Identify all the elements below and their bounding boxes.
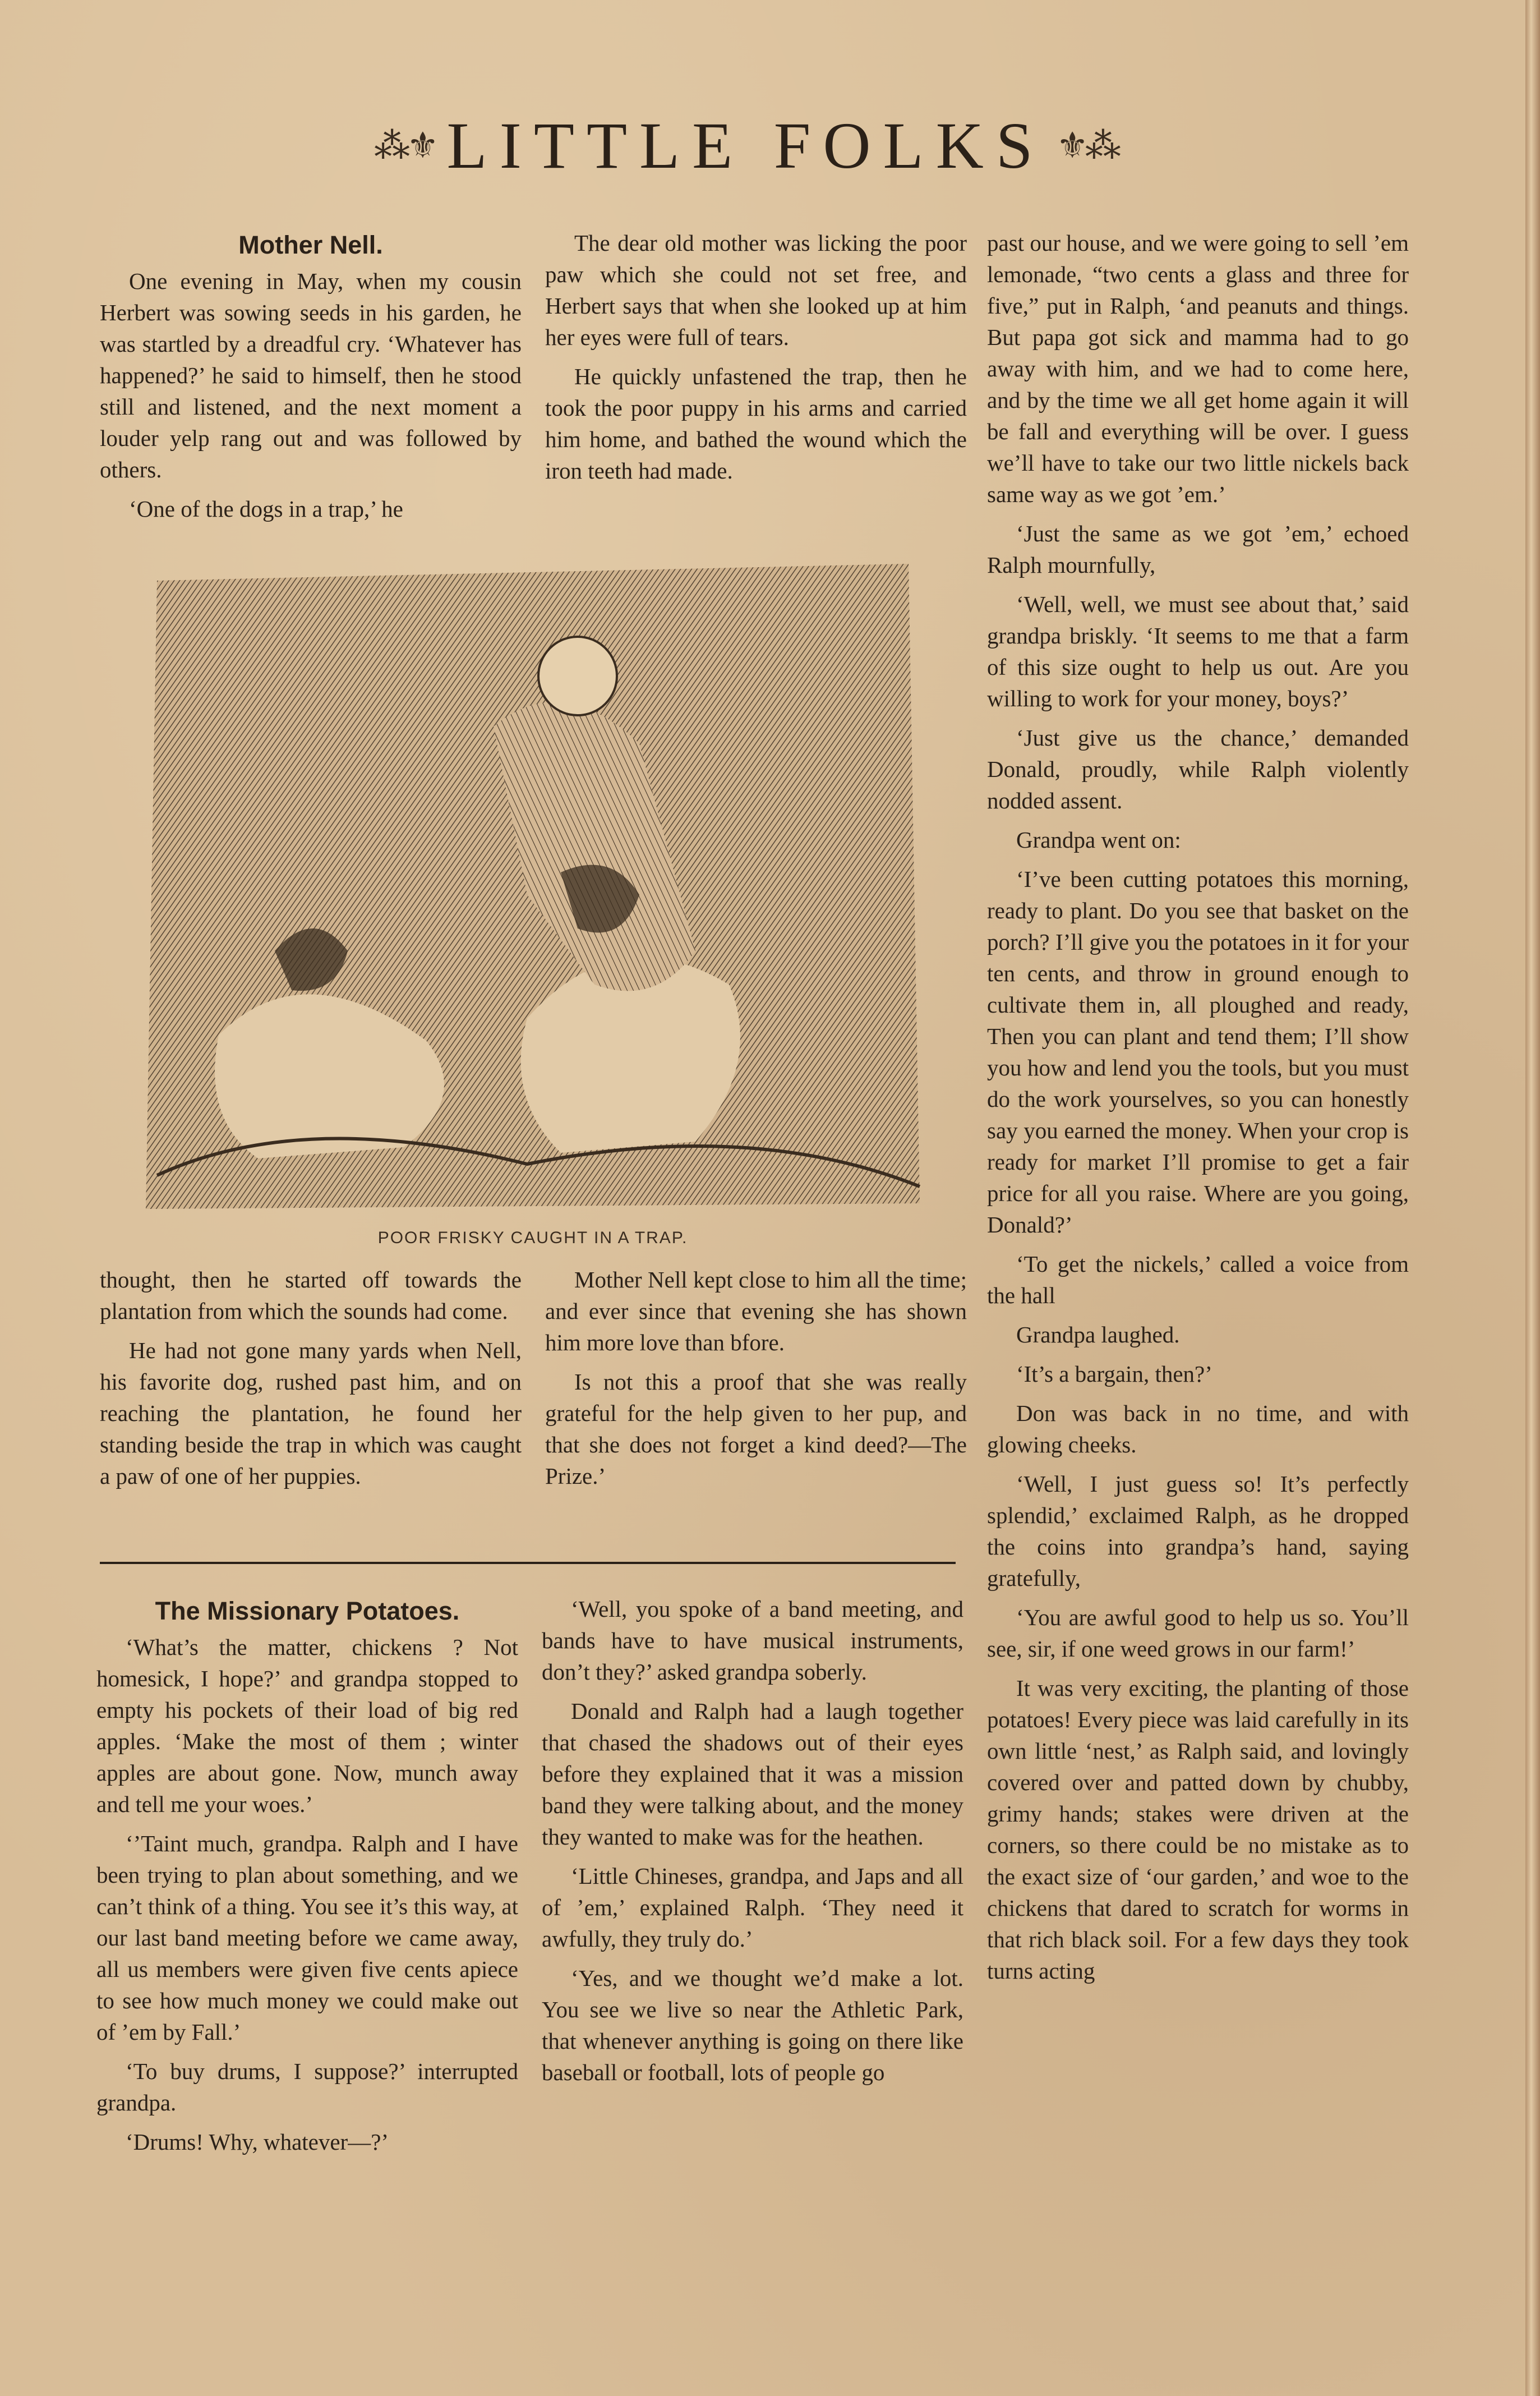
story2-paragraph: ‘Just give us the chance,’ demanded Donald, proudly, while Ralph violently nodded assent. xyxy=(987,725,1409,813)
story1-col2-bottom xyxy=(545,1264,967,1500)
story2-paragraph: ‘You are awful good to help us so. You’ll see, sir, if one weed grows in our farm!’ xyxy=(987,1604,1409,1662)
masthead xyxy=(336,109,1155,182)
story2-paragraph: ‘Little Chineses, grandpa, and Japs and all of ’em,’ explained Ralph. ‘They need it awfully, they truly do.’ xyxy=(542,1863,963,1952)
story2-paragraph: It was very exciting, the planting of those potatoes! Every piece was laid carefully in its own little ‘nest,’ as Ralph said, and lovingly covered over and patted down by chubby, grimy hands; stakes were driven at the corners, so there could be no mistake as to the exact size of ‘our garden,’ and woe to the chickens that dared to scratch for worms in that rich black soil. For a few days they took turns acting xyxy=(987,1675,1409,1984)
story2-paragraph: Grandpa went on: xyxy=(1016,827,1181,853)
illustration-caption: POOR FRISKY CAUGHT IN A TRAP. xyxy=(377,1229,688,1247)
story2-paragraph: ‘Just the same as we got ’em,’ echoed Ralph mournfully, xyxy=(987,521,1409,578)
story2-paragraph: ‘Drums! Why, whatever—?’ xyxy=(126,2129,389,2155)
illustration-dogs-trap xyxy=(135,558,931,1212)
story2-paragraph: Donald and Ralph had a laugh together that chased the shadows out of their eyes before they explained that it was a mission band they were talking about, and the money they wanted to make was for the heathen. xyxy=(542,1698,963,1850)
story1-paragraph: He quickly unfastened the trap, then he took the poor puppy in his arms and carried him home, and bathed the wound which the iron teeth had made. xyxy=(545,364,967,484)
section-title: LITTLE FOLKS xyxy=(446,109,1045,182)
story2-paragraph: ‘I’ve been cutting potatoes this morning, ready to plant. Do you see that basket on the porch? I’ll give you the potatoes in it for your ten cents, and throw in ground enough to cultivate them in, all ploughed and ready, Then you can plant and tend them; I’ll show you how and lend you the tools, but you must do the work yourselves, so you can honestly say you earned the money. When your crop is ready for market I’ll promise to get a fair price for all you raise. Where are you going, Donald?’ xyxy=(987,866,1409,1238)
story1-col1-bottom xyxy=(100,1264,522,1500)
page-spine xyxy=(1525,0,1540,2396)
story2-paragraph: Grandpa laughed. xyxy=(1016,1322,1180,1348)
right-ornament-icon: ⚜⁂ xyxy=(1056,126,1118,165)
story2-paragraph: ‘To buy drums, I suppose?’ interrupted grandpa. xyxy=(96,2058,518,2116)
story1-paragraph: thought, then he started off towards the plantation from which the sounds had come. xyxy=(100,1267,522,1324)
section-divider xyxy=(100,1562,956,1564)
story2-col2 xyxy=(542,1593,963,2096)
story2-paragraph: ‘What’s the matter, chickens ? Not homesick, I hope?’ and grandpa stopped to empty his pockets of their load of big red apples. ‘Make the most of them ; winter apples are about gone. Now, munch away and tell me your woes.’ xyxy=(96,1634,518,1817)
story2-col1 xyxy=(96,1593,518,2165)
story2-col3 xyxy=(987,227,1409,1994)
story1-paragraph: Mother Nell kept close to him all the time; and ever since that evening she has shown him more love than bfore. xyxy=(545,1267,967,1355)
story1-paragraph: One evening in May, when my cousin Herbert was sowing seeds in his garden, he was startled by a dreadful cry. ‘Whatever has happened?’ he said to himself, then he stood still and listened, and the next moment a louder yelp rang out and was followed by others. xyxy=(100,268,522,482)
story2-paragraph: past our house, and we were going to sell ’em lemonade, “two cents a glass and three for five,” put in Ralph, ‘and peanuts and things. But papa got sick and mamma had to go away with him, and we had to come here, and by the time we all get home again it will be fall and everything will be over. I guess we’ll have to take our two little nickels back same way as we got ’em.’ xyxy=(987,230,1409,507)
story1-title: Mother Nell. xyxy=(238,231,383,259)
story2-paragraph: Don was back in no time, and with glowing cheeks. xyxy=(987,1400,1409,1457)
story1-paragraph: Is not this a proof that she was really grateful for the help given to her pup, and that she does not forget a kind deed?—The Prize.’ xyxy=(545,1369,967,1489)
story1-paragraph: The dear old mother was licking the poor paw which she could not set free, and Herbert says that when she looked up at him her eyes were full of tears. xyxy=(545,230,967,350)
story2-paragraph: ‘Well, well, we must see about that,’ said grandpa briskly. ‘It seems to me that a farm of this size ought to help us out. Are you willing to work for your money, boys?’ xyxy=(987,591,1409,711)
story2-paragraph: ‘Well, I just guess so! It’s perfectly splendid,’ exclaimed Ralph, as he dropped the coins into grandpa’s hand, saying gratefully, xyxy=(987,1471,1409,1591)
story2-title: The Missionary Potatoes. xyxy=(155,1597,460,1625)
story2-paragraph: ‘To get the nickels,’ called a voice from the hall xyxy=(987,1251,1409,1308)
story1-col1-top xyxy=(100,227,522,532)
story2-paragraph: ‘It’s a bargain, then?’ xyxy=(1016,1361,1212,1387)
left-ornament-icon: ⁂⚜ xyxy=(374,126,436,165)
story1-paragraph: ‘One of the dogs in a trap,’ he xyxy=(129,496,403,522)
story2-paragraph: ‘’Taint much, grandpa. Ralph and I have been trying to plan about something, and we can’t think of a thing. You see it’s this way, at our last band meeting before we came away, all us members were given five cents apiece to see how much money we could make out of ’em by Fall.’ xyxy=(96,1831,518,2045)
story1-col2-top xyxy=(545,227,967,494)
story2-paragraph: ‘Well, you spoke of a band meeting, and bands have to have musical instruments, don’t they?’ asked grandpa soberly. xyxy=(542,1596,963,1685)
story2-paragraph: ‘Yes, and we thought we’d make a lot. You see we live so near the Athletic Park, that whenever anything is going on there like baseball or football, lots of people go xyxy=(542,1965,963,2085)
story1-paragraph: He had not gone many yards when Nell, his favorite dog, rushed past him, and on reaching the plantation, he found her standing beside the trap in which was caught a paw of one of her puppies. xyxy=(100,1337,522,1489)
